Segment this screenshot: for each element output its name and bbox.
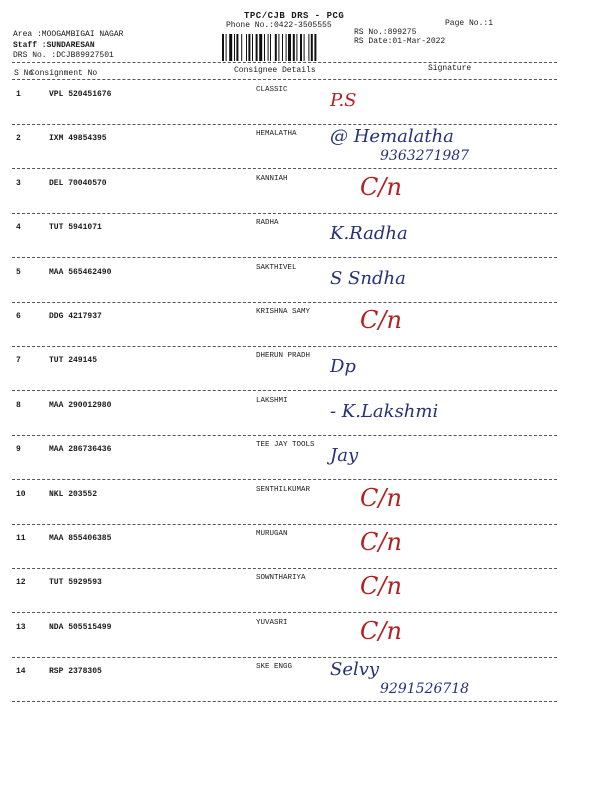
column-header-consignment: Consignment No	[30, 69, 98, 78]
row-sno: 14	[16, 667, 26, 677]
handwritten-phone: 9291526718	[380, 681, 470, 698]
signature-text: P.S	[330, 90, 357, 111]
row-signature	[320, 564, 540, 608]
row-sno: 12	[16, 578, 26, 588]
row-consignment-number: NDA 505515499	[49, 622, 112, 632]
signature-text: C/n	[360, 616, 402, 645]
signature-text: @ Hemalatha	[330, 126, 454, 148]
row-sno: 1	[16, 90, 21, 99]
row-sno: 6	[16, 312, 21, 321]
signature-text: C/n	[360, 528, 402, 556]
barcode	[222, 34, 346, 61]
signature-text: C/n	[360, 172, 402, 201]
row-signature	[320, 387, 540, 431]
row-sno: 9	[16, 445, 21, 455]
row-consignee-name: KANNIAH	[256, 174, 288, 183]
row-signature	[320, 476, 540, 520]
row-consignee-name: YUVASRI	[256, 618, 288, 627]
row-consignee-name: SENTHILKUMAR	[256, 485, 311, 494]
header-rule	[12, 62, 557, 63]
row-sno: 13	[16, 622, 26, 632]
row-consignment-number: TUT 5941071	[49, 223, 102, 233]
row-signature	[320, 298, 540, 342]
row-consignee-name: CLASSIC	[256, 86, 288, 94]
row-consignment-number: NKL 203552	[49, 489, 98, 499]
row-signature	[320, 254, 540, 298]
row-sno: 10	[16, 489, 26, 499]
row-signature	[320, 609, 540, 653]
row-signature	[320, 165, 540, 209]
signature-text: C/n	[360, 306, 402, 334]
row-consignment-number: MAA 286736436	[49, 445, 112, 455]
drs-number: DRS No. :DCJB89927501	[13, 51, 114, 60]
row-sno: 3	[16, 178, 21, 188]
row-consignee-name: HEMALATHA	[256, 130, 297, 139]
column-header-sno: S No	[14, 69, 34, 78]
row-signature	[320, 76, 540, 120]
sheet-title: TPC/CJB DRS - PCG	[244, 11, 345, 21]
signature-text: C/n	[360, 483, 402, 512]
row-consignment-number: TUT 249145	[49, 356, 98, 366]
row-consignment-number: MAA 565462490	[49, 267, 112, 277]
column-header-details: Consignee Details	[234, 66, 316, 75]
signature-text: Jay	[330, 445, 359, 467]
row-consignee-name: DHERUN PRADH	[256, 352, 311, 361]
row-signature	[320, 431, 540, 475]
area-label: Area :MOOGAMBIGAI NAGAR	[13, 30, 124, 39]
signature-text: Selvy	[330, 659, 380, 681]
signature-text: Dp	[330, 356, 356, 378]
row-consignment-number: VPL 520451676	[49, 90, 112, 99]
handwritten-phone: 9363271987	[380, 148, 470, 165]
row-consignee-name: MURUGAN	[256, 530, 288, 538]
row-signature	[320, 520, 540, 564]
row-signature	[320, 120, 540, 164]
row-consignment-number: RSP 2378305	[49, 667, 102, 677]
row-consignee-name: SKE ENGG	[256, 663, 293, 672]
table-row	[0, 659, 600, 711]
row-sno: 2	[16, 134, 21, 144]
phone-number: Phone No.:0422-3505555	[226, 21, 332, 30]
row-consignee-name: SOWNTHARIYA	[256, 574, 306, 583]
signature-text: K.Radha	[330, 223, 408, 245]
page-number: Page No.:1	[445, 19, 494, 28]
row-consignment-number: IXM 49854395	[49, 134, 107, 144]
row-consignment-number: DDG 4217937	[49, 312, 102, 321]
row-rule	[12, 701, 557, 702]
row-consignee-name: RADHA	[256, 219, 279, 228]
column-header-signature: Signature	[428, 64, 472, 73]
rs-number: RS No.:899275	[354, 28, 417, 37]
row-sno: 8	[16, 400, 21, 410]
row-sno: 5	[16, 267, 21, 277]
row-consignee-name: TEE JAY TOOLS	[256, 441, 315, 450]
row-sno: 7	[16, 356, 21, 366]
rs-date: RS Date:01-Mar-2022	[354, 37, 446, 46]
row-consignment-number: MAA 855406385	[49, 534, 112, 543]
row-sno: 4	[16, 223, 21, 233]
row-signature	[320, 342, 540, 386]
signature-text: C/n	[360, 572, 402, 601]
row-consignment-number: DEL 70040570	[49, 178, 107, 188]
row-consignment-number: MAA 290012980	[49, 400, 112, 410]
signature-text: S Sndha	[330, 267, 406, 289]
row-signature	[320, 209, 540, 253]
row-consignee-name: SAKTHIVEL	[256, 263, 297, 272]
row-sno: 11	[16, 534, 26, 543]
row-consignment-number: TUT 5929593	[49, 578, 102, 588]
signature-text: - K.Lakshmi	[330, 400, 439, 422]
row-signature	[320, 653, 540, 697]
staff-label: Staff :SUNDARESAN	[13, 41, 95, 50]
row-consignee-name: LAKSHMI	[256, 396, 288, 405]
row-consignee-name: KRISHNA SAMY	[256, 308, 311, 316]
